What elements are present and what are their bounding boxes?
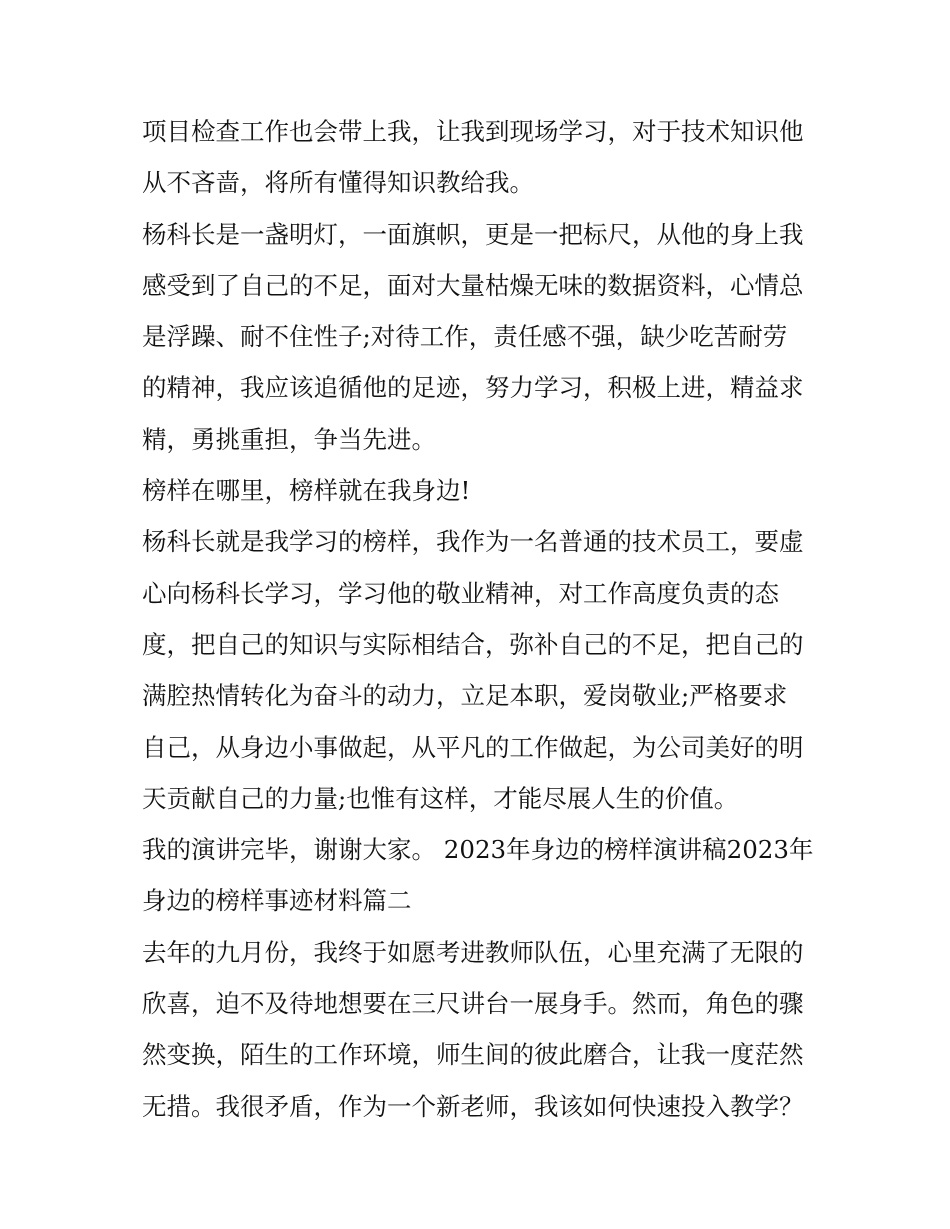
text-line: 然变换，陌生的工作环境，师生间的彼此磨合，让我一度茫然: [142, 1040, 804, 1070]
text-line: 满腔热情转化为奋斗的动力，立足本职，爱岗敬业;严格要求: [142, 681, 788, 711]
text-line: 从不吝啬，将所有懂得知识教给我。: [142, 168, 534, 198]
text-line: 感受到了自己的不足，面对大量枯燥无味的数据资料，心情总: [142, 270, 804, 300]
text-line: 自己，从身边小事做起，从平凡的工作做起，为公司美好的明: [142, 732, 804, 762]
text-line: 天贡献自己的力量;也惟有这样，才能尽展人生的价值。: [142, 783, 739, 813]
text-line: 我的演讲完毕，谢谢大家。 2023年身边的榜样演讲稿2023年: [142, 835, 814, 865]
text-line: 心向杨科长学习，学习他的敬业精神，对工作高度负责的态: [142, 578, 779, 608]
text-line: 的精神，我应该追循他的足迹，努力学习，积极上进，精益求: [142, 373, 804, 403]
text-line: 欣喜，迫不及待地想要在三尺讲台一展身手。然而，角色的骤: [142, 989, 804, 1019]
text-line: 无措。我很矛盾，作为一个新老师，我该如何快速投入教学？: [142, 1091, 804, 1121]
text-line: 杨科长是一盏明灯，一面旗帜，更是一把标尺，从他的身上我: [142, 219, 804, 249]
text-line: 杨科长就是我学习的榜样，我作为一名普通的技术员工，要虚: [142, 527, 804, 557]
text-line: 去年的九月份，我终于如愿考进教师队伍，心里充满了无限的: [142, 937, 804, 967]
text-line: 度，把自己的知识与实际相结合，弥补自己的不足，把自己的: [142, 629, 804, 659]
document-body: [142, 106, 812, 1132]
text-line: 项目检查工作也会带上我，让我到现场学习，对于技术知识他: [142, 117, 804, 146]
text-line: 身边的榜样事迹材料篇二: [142, 886, 412, 916]
text-line: 是浮躁、耐不住性子;对待工作，责任感不强，缺少吃苦耐劳: [142, 322, 788, 352]
text-line: 精，勇挑重担，争当先进。: [142, 424, 436, 454]
text-line: 榜样在哪里，榜样就在我身边!: [142, 476, 471, 506]
